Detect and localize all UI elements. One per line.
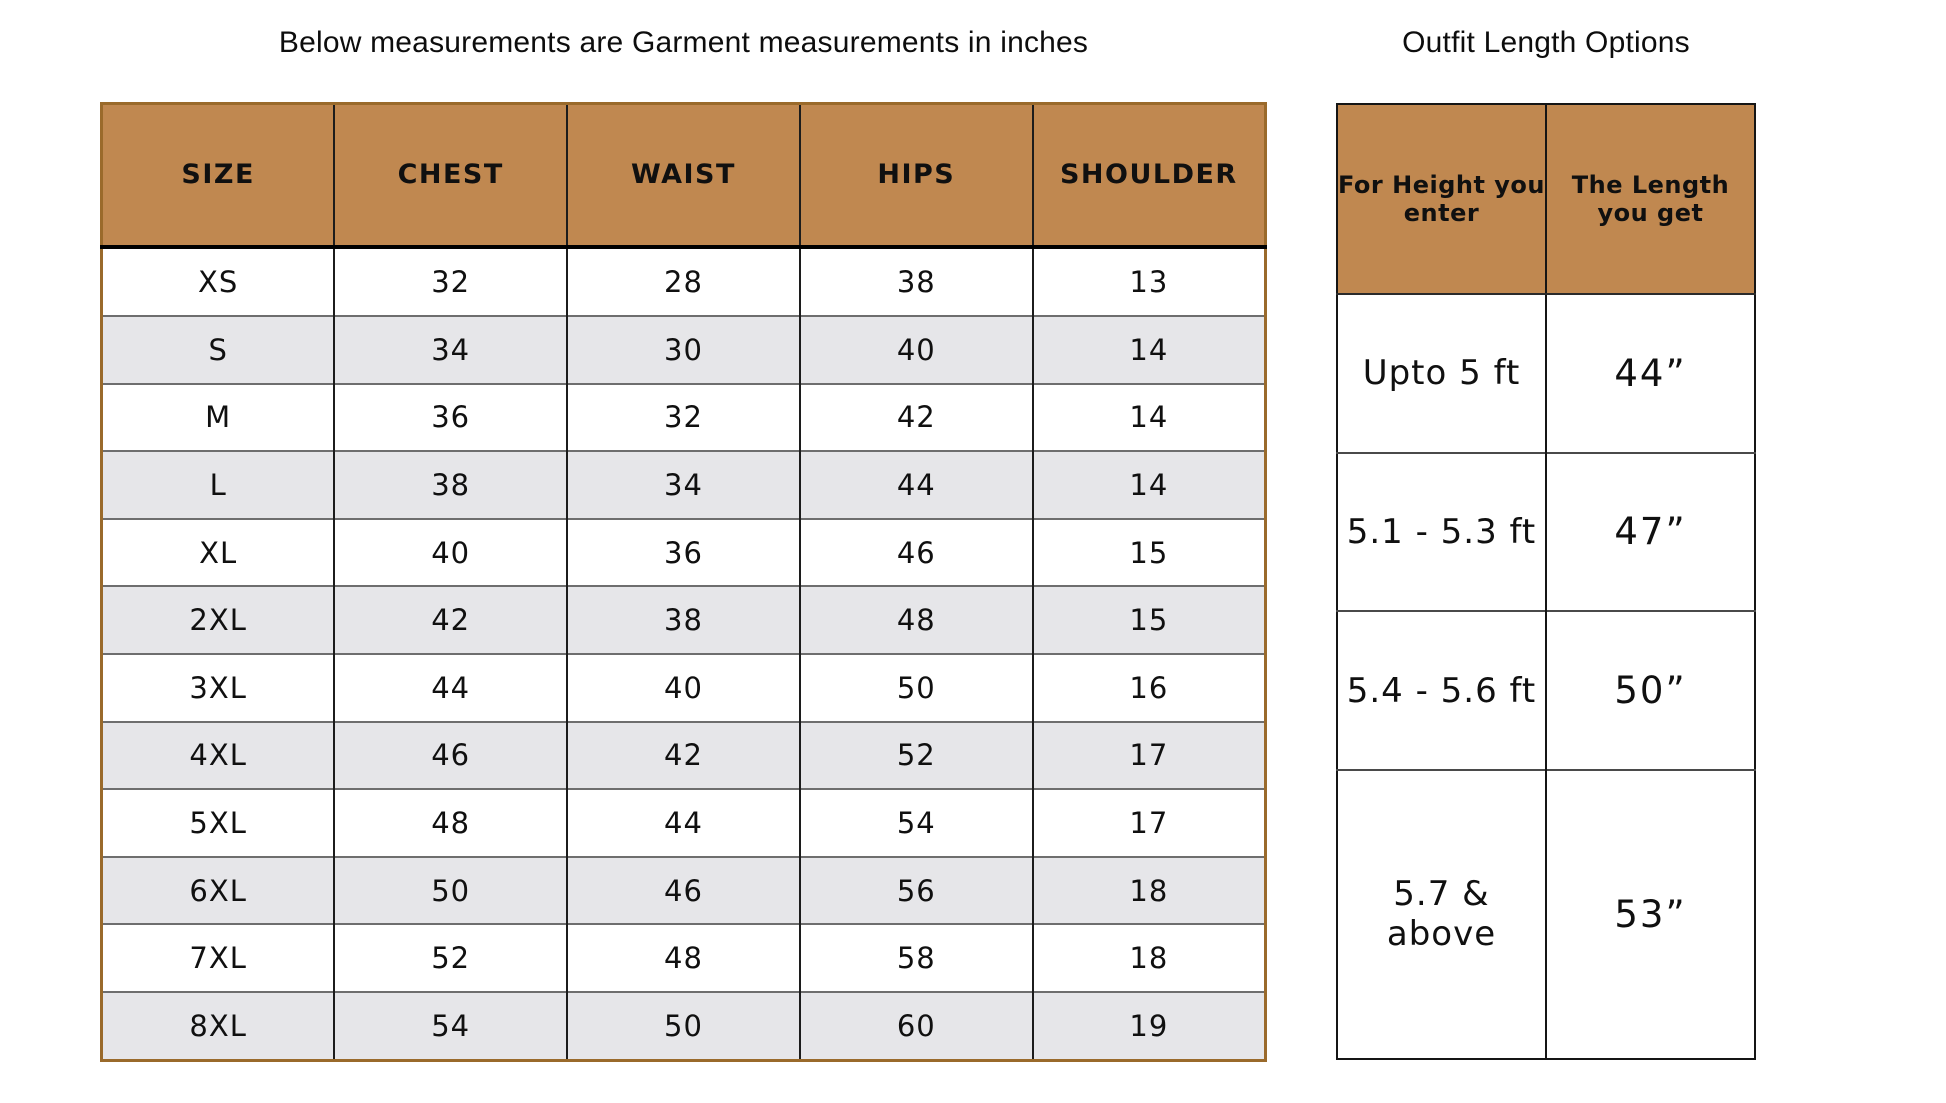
table-cell: 38	[334, 451, 567, 519]
column-header-cell: SHOULDER	[1033, 104, 1266, 247]
table-row	[102, 519, 1266, 587]
table-cell: 46	[334, 722, 567, 790]
table-cell: 46	[800, 519, 1033, 587]
outfit-length-table	[1336, 103, 1756, 1060]
table-cell: 5.7 & above	[1337, 770, 1546, 1059]
table-cell: 13	[1033, 247, 1266, 316]
column-header-cell: HIPS	[800, 104, 1033, 247]
table-row	[102, 384, 1266, 452]
table-cell: 48	[567, 924, 800, 992]
outfit-length-table-body	[1337, 294, 1755, 1059]
column-header-cell: SIZE	[102, 104, 335, 247]
column-header-cell: The Length you get	[1546, 104, 1755, 294]
garment-measurements-title: Below measurements are Garment measurements in inches	[278, 26, 1089, 59]
table-cell: 16	[1033, 654, 1266, 722]
table-cell: S	[102, 316, 335, 384]
table-cell: 47”	[1546, 453, 1755, 612]
table-row	[102, 992, 1266, 1061]
table-cell: 3XL	[102, 654, 335, 722]
table-cell: 58	[800, 924, 1033, 992]
outfit-length-table-header	[1337, 104, 1755, 294]
table-cell: 14	[1033, 316, 1266, 384]
table-cell: 19	[1033, 992, 1266, 1061]
garment-size-table-header	[102, 104, 1266, 247]
table-cell: 5.4 - 5.6 ft	[1337, 611, 1546, 770]
table-cell: 2XL	[102, 586, 335, 654]
table-cell: 50”	[1546, 611, 1755, 770]
table-cell: 14	[1033, 451, 1266, 519]
table-cell: 60	[800, 992, 1033, 1061]
table-cell: 52	[800, 722, 1033, 790]
table-cell: 28	[567, 247, 800, 316]
table-cell: Upto 5 ft	[1337, 294, 1546, 453]
table-cell: 53”	[1546, 770, 1755, 1059]
table-cell: 48	[800, 586, 1033, 654]
table-cell: M	[102, 384, 335, 452]
table-cell: L	[102, 451, 335, 519]
table-cell: 18	[1033, 924, 1266, 992]
table-cell: 17	[1033, 789, 1266, 857]
table-cell: 42	[800, 384, 1033, 452]
table-cell: 44”	[1546, 294, 1755, 453]
table-cell: 15	[1033, 586, 1266, 654]
table-cell: 36	[567, 519, 800, 587]
table-row	[102, 857, 1266, 925]
column-header-cell: CHEST	[334, 104, 567, 247]
table-cell: 42	[567, 722, 800, 790]
table-cell: 44	[334, 654, 567, 722]
table-row	[1337, 770, 1755, 1059]
column-header-cell: For Height you enter	[1337, 104, 1546, 294]
garment-size-table	[100, 102, 1267, 1062]
table-cell: XS	[102, 247, 335, 316]
table-row	[102, 654, 1266, 722]
table-cell: 44	[567, 789, 800, 857]
table-cell: 54	[800, 789, 1033, 857]
table-cell: XL	[102, 519, 335, 587]
table-cell: 30	[567, 316, 800, 384]
table-cell: 6XL	[102, 857, 335, 925]
table-cell: 32	[334, 247, 567, 316]
table-cell: 50	[800, 654, 1033, 722]
table-cell: 34	[567, 451, 800, 519]
table-cell: 44	[800, 451, 1033, 519]
table-row	[102, 247, 1266, 316]
table-cell: 54	[334, 992, 567, 1061]
table-cell: 4XL	[102, 722, 335, 790]
table-cell: 17	[1033, 722, 1266, 790]
table-cell: 5.1 - 5.3 ft	[1337, 453, 1546, 612]
table-cell: 42	[334, 586, 567, 654]
table-row	[102, 789, 1266, 857]
column-header-cell: WAIST	[567, 104, 800, 247]
table-row	[1337, 453, 1755, 612]
table-row	[102, 722, 1266, 790]
table-cell: 48	[334, 789, 567, 857]
table-cell: 18	[1033, 857, 1266, 925]
table-cell: 52	[334, 924, 567, 992]
table-cell: 32	[567, 384, 800, 452]
table-cell: 46	[567, 857, 800, 925]
table-cell: 40	[800, 316, 1033, 384]
garment-size-table-body	[102, 247, 1266, 1061]
table-row	[1337, 611, 1755, 770]
table-cell: 40	[567, 654, 800, 722]
table-row	[102, 316, 1266, 384]
table-cell: 38	[567, 586, 800, 654]
table-cell: 8XL	[102, 992, 335, 1061]
header-row	[1337, 104, 1755, 294]
table-cell: 5XL	[102, 789, 335, 857]
table-row	[102, 451, 1266, 519]
outfit-length-title: Outfit Length Options	[1402, 26, 1690, 59]
table-cell: 36	[334, 384, 567, 452]
table-cell: 14	[1033, 384, 1266, 452]
table-row	[1337, 294, 1755, 453]
table-cell: 56	[800, 857, 1033, 925]
table-cell: 50	[567, 992, 800, 1061]
table-cell: 38	[800, 247, 1033, 316]
table-cell: 50	[334, 857, 567, 925]
table-row	[102, 924, 1266, 992]
table-cell: 34	[334, 316, 567, 384]
table-row	[102, 586, 1266, 654]
table-cell: 40	[334, 519, 567, 587]
header-row	[102, 104, 1266, 247]
table-cell: 7XL	[102, 924, 335, 992]
table-cell: 15	[1033, 519, 1266, 587]
